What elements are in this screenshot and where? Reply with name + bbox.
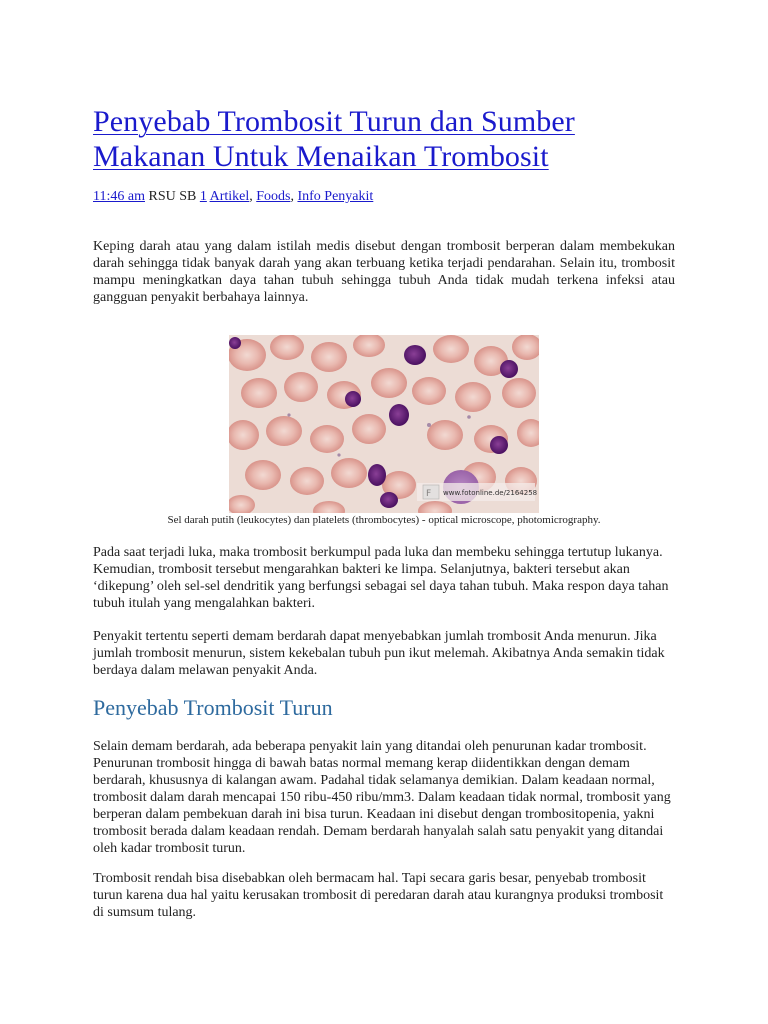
category-separator: , xyxy=(249,189,253,204)
category-link-info-penyakit[interactable]: Info Penyakit xyxy=(297,189,374,204)
post-title xyxy=(93,104,675,174)
post-author: RSU SB xyxy=(148,189,197,204)
post-title-line1: Penyebab Trombosit Turun dan Sumber xyxy=(93,105,575,138)
body-paragraph-2: Penyakit tertentu seperti demam berdarah dapat menyebabkan jumlah trombosit Anda menurun. Jika jumlah trombosit menurun, sistem kekebalan tubuh pun ikut melemah. Akibatnya Anda semakin tidak berdaya dalam melawan penyakit Anda. xyxy=(93,629,665,678)
figure-caption: Sel darah putih (leukocytes) dan platelets (thrombocytes) - optical microscope, photomicrography. xyxy=(167,514,601,526)
category-separator: , xyxy=(290,189,294,204)
body-paragraph-3: Selain demam berdarah, ada beberapa penyakit lain yang ditandai oleh penurunan kadar trombosit. Penurunan trombosit hingga di bawah batas normal memang kerap diidentikkan dengan demam berdarah, khususnya di kalangan awam. Padahal tidak selamanya demikian. Dalam keadaan normal, trombosit dalam darah mencapai 150 ribu-450 ribu/mm3. Dalam keadaan tidak normal, trombosit yang berperan dalam pembekuan darah ini bisa turun. Keadaan ini disebut dengan trombositopenia, yakni trombosit berada dalam keadaan rendah. Demam berdarah hanyalah salah satu penyakit yang ditandai oleh kadar trombosit turun. xyxy=(93,739,671,856)
post-title-line2: Makanan Untuk Menaikan Trombosit xyxy=(93,140,549,173)
photo-watermark: www.fotonline.de/2164258 xyxy=(443,489,538,497)
body-paragraph-4: Trombosit rendah bisa disebabkan oleh bermacam hal. Tapi secara garis besar, penyebab trombosit turun karena dua hal yaitu kerusakan trombosit di peredaran darah atau kurangnya produksi trombosit di sumsum tulang. xyxy=(93,871,664,920)
section-heading: Penyebab Trombosit Turun xyxy=(93,695,333,720)
comments-count-link[interactable]: 1 xyxy=(199,189,207,204)
svg-text:F: F xyxy=(426,489,432,499)
intro-paragraph: Keping darah atau yang dalam istilah medis disebut dengan trombosit berperan dalam membekukan darah sehingga tidak banyak darah yang akan terbuang ketika terjadi pendarahan. Selain itu, trombosit mampu meningkatkan daya tahan tubuh sehingga tubuh Anda tidak mudah terkena infeksi atau gangguan penyakit berbahaya lainnya. xyxy=(93,239,675,305)
post-meta xyxy=(93,188,373,206)
post-time-link[interactable]: 11:46 am xyxy=(93,189,145,204)
watermark-logo-icon xyxy=(423,485,439,499)
category-link-artikel[interactable]: Artikel xyxy=(209,189,250,204)
category-link-foods[interactable]: Foods xyxy=(256,189,291,204)
body-paragraph-1: Pada saat terjadi luka, maka trombosit berkumpul pada luka dan membeku sehingga tertutup lukanya. Kemudian, trombosit tersebut mengarahkan bakteri ke limpa. Selanjutnya, bakteri tersebut akan ‘dikepung’ oleh sel-sel dendritik yang berfungsi sebagai sel daya tahan tubuh. Maka respon daya tahan tubuh itulah yang mengalahkan bakteri. xyxy=(93,545,669,611)
post-title-link[interactable] xyxy=(93,105,575,173)
blood-cells-photo xyxy=(229,335,539,513)
